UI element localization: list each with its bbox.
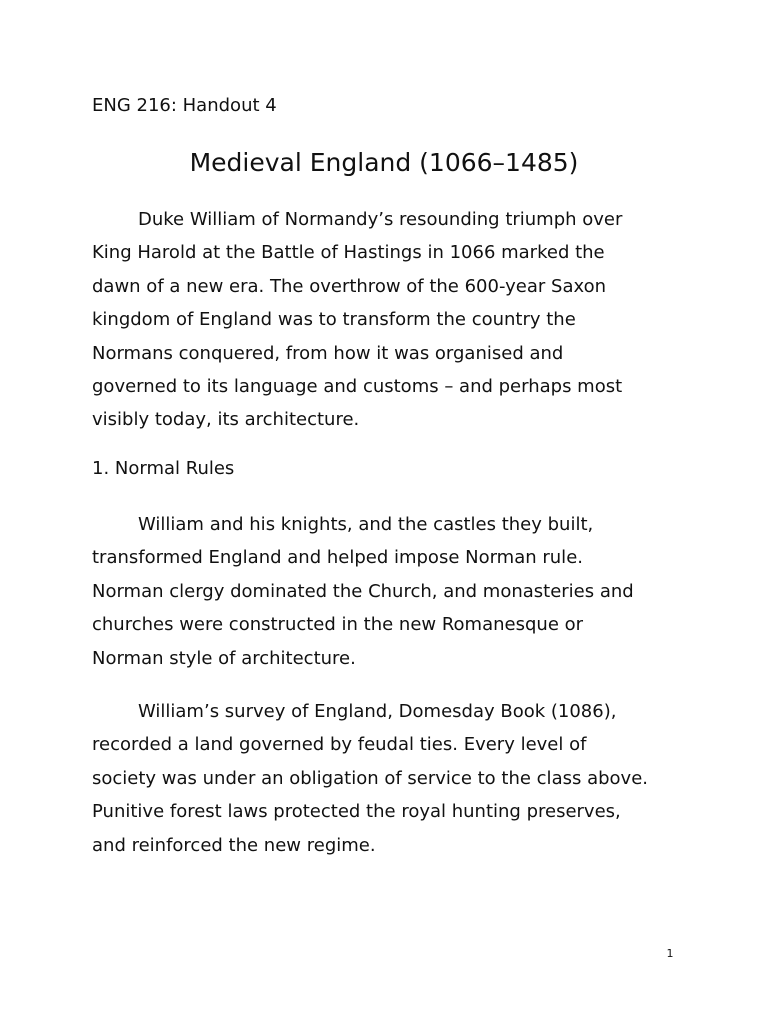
paragraph-line: kingdom of England was to transform the country the: [92, 309, 576, 331]
paragraph-line: recorded a land governed by feudal ties. Every level of: [92, 734, 587, 756]
page-number: 1: [666, 947, 674, 960]
section-paragraph: [92, 695, 682, 862]
paragraph-line: churches were constructed in the new Romanesque or: [92, 614, 584, 636]
section-heading: 1. Normal Rules: [92, 458, 235, 479]
paragraph-line: William and his knights, and the castles they built,: [138, 514, 594, 535]
paragraph-line: dawn of a new era. The overthrow of the 600-year Saxon: [92, 275, 606, 297]
paragraph-line: King Harold at the Battle of Hastings in 1066 marked the: [92, 242, 605, 264]
paragraph-line: Norman style of architecture.: [92, 647, 356, 669]
paragraph-line: Punitive forest laws protected the royal hunting preserves,: [92, 801, 621, 823]
paragraph-line: and reinforced the new regime.: [92, 834, 376, 856]
paragraph-line: governed to its language and customs – and perhaps most: [92, 376, 623, 398]
paragraph-line: Norman clergy dominated the Church, and monasteries and: [92, 580, 634, 602]
paragraph-line: Normans conquered, from how it was organised and: [92, 342, 564, 364]
course-label: ENG 216: Handout 4: [92, 95, 277, 116]
paragraph-line: transformed England and helped impose Norman rule.: [92, 547, 583, 569]
document-title: Medieval England (1066–1485): [189, 148, 579, 177]
paragraph-line: Duke William of Normandy’s resounding triumph over: [138, 209, 623, 230]
paragraph-line: society was under an obligation of service to the class above.: [92, 767, 648, 789]
paragraph-line: William’s survey of England, Domesday Book (1086),: [138, 701, 617, 722]
section-paragraph: [92, 508, 682, 675]
paragraph-line: visibly today, its architecture.: [92, 409, 360, 431]
intro-paragraph: [92, 203, 682, 437]
